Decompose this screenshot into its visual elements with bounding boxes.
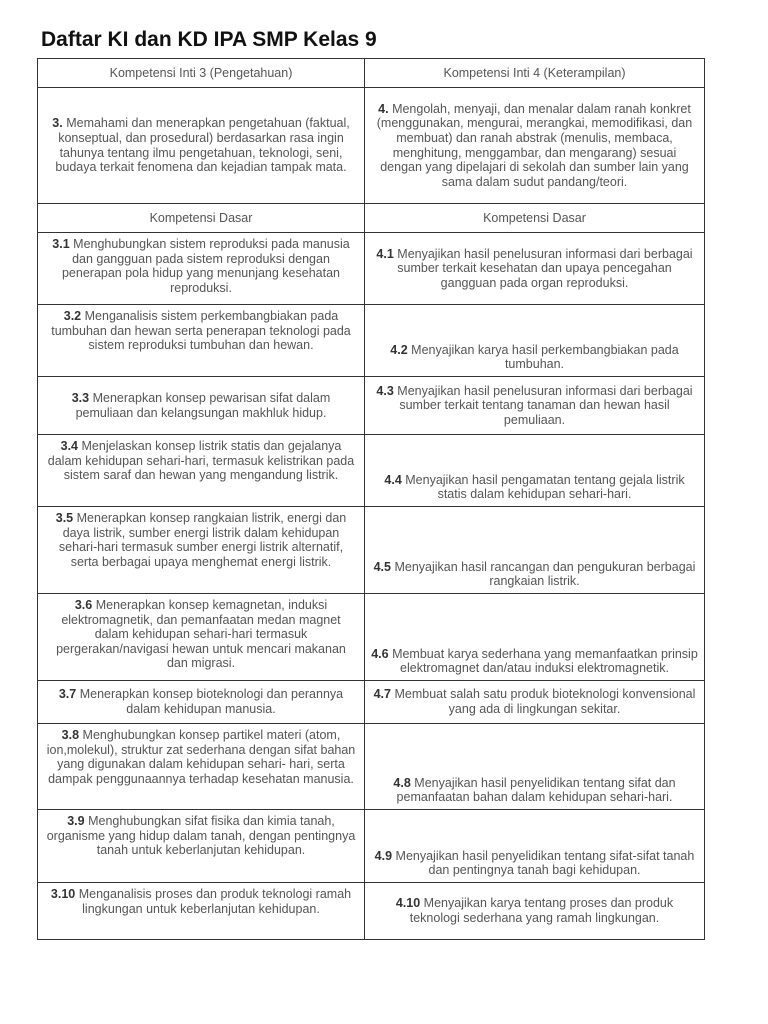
kd4-cell (365, 883, 705, 940)
ki4-text: Mengolah, menyaji, dan menalar dalam ranah konkret (menggunakan, mengurai, merangkai, memodifikasi, dan membuat) dan ranah abstrak (menulis, membaca, menghitung, menggambar, dan mengarang) sesuai dengan yang dipelajari di sekolah dan sumber lain yang sama dalam sudut pandang/teori. (376, 101, 693, 189)
kd4-text: Menyajikan karya hasil perkembangbiakan pada tumbuhan. (411, 342, 679, 372)
kd3-cell (38, 233, 365, 305)
ki4-header: Kompetensi Inti 4 (Keterampilan) (365, 59, 705, 88)
kd-row (38, 681, 705, 724)
kd4-text: Menyajikan hasil pengamatan tentang gejala listrik statis dalam kehidupan sehari-hari. (405, 472, 685, 502)
kd-row (38, 810, 705, 883)
kd4-number: 4.7 (373, 687, 391, 702)
kd3-number: 3.5 (55, 511, 74, 525)
kd-row (38, 724, 705, 810)
kd3-cell (38, 305, 365, 377)
kd3-text: Menganalisis proses dan produk teknologi ramah lingkungan untuk keberlanjutan kehidupan. (78, 887, 352, 916)
kd4-cell (365, 594, 705, 681)
kd4-number: 4.1 (376, 246, 394, 261)
kd3-text: Menerapkan konsep bioteknologi dan perannya dalam kehidupan manusia. (79, 687, 344, 716)
kd3-cell (38, 724, 365, 810)
kd4-text: Menyajikan hasil penelusuran informasi dari berbagai sumber terkait tentang tanaman dan hewan hasil pemuliaan. (397, 383, 693, 427)
kd4-text: Menyajikan hasil penyelidikan tentang sifat dan pemanfaatan bahan dalam kehidupan sehari-hari. (396, 775, 676, 805)
ki3-number: 3. (52, 116, 63, 131)
kd3-cell (38, 435, 365, 507)
ki-kd-table (37, 58, 705, 940)
kd3-number: 3.10 (50, 887, 76, 901)
kd-row (38, 507, 705, 594)
kd3-number: 3.1 (52, 237, 70, 251)
kd4-number: 4.6 (371, 646, 389, 661)
kd4-number: 4.4 (384, 472, 402, 487)
kd4-number: 4.10 (395, 896, 421, 911)
kd3-text: Menghubungkan konsep partikel materi (atom, ion,molekul), struktur zat sederhana dengan sifat bahan yang digunakan dalam kehidupan sehari- hari, serta dampak penggunaannya terhadap kesehatan manusia. (46, 728, 356, 786)
kd3-number: 3.4 (60, 439, 79, 453)
ki3-text: Memahami dan menerapkan pengetahuan (faktual, konseptual, dan prosedural) berdasarkan rasa ingin tahunya tentang ilmu pengetahuan, teknologi, seni, budaya terkait fenomena dan kejadian tampak mata. (55, 116, 350, 175)
kd4-cell (365, 724, 705, 810)
kd3-text: Menghubungkan sistem reproduksi pada manusia dan gangguan pada sistem reproduksi dengan penerapan pola hidup yang menunjang kesehatan reproduksi. (61, 237, 350, 295)
kd3-header: Kompetensi Dasar (38, 204, 365, 233)
kd3-number: 3.8 (61, 728, 80, 742)
kd4-text: Menyajikan hasil penyelidikan tentang sifat-sifat tanah dan pentingnya tanah bagi kehidupan. (395, 848, 695, 878)
kd4-cell (365, 435, 705, 507)
kd3-text: Menerapkan konsep kemagnetan, induksi elektromagnetik, dan pemanfaatan medan magnet dalam kehidupan sehari-hari termasuk pergerakan/navigasi hewan untuk mencari makanan dan migrasi. (56, 598, 346, 671)
kd4-cell (365, 681, 705, 724)
kd3-number: 3.7 (58, 687, 77, 702)
kd4-text: Menyajikan hasil penelusuran informasi dari berbagai sumber terkait kesehatan dan upaya pencegahan gangguan pada organ reproduksi. (397, 246, 693, 290)
kd3-text: Menerapkan konsep pewarisan sifat dalam pemuliaan dan kelangsungan makhluk hidup. (75, 390, 331, 420)
kd4-number: 4.3 (376, 383, 394, 398)
kd4-header: Kompetensi Dasar (365, 204, 705, 233)
kd-row (38, 594, 705, 681)
ki4-number: 4. (378, 101, 389, 116)
kd3-cell (38, 810, 365, 883)
ki-row (38, 88, 705, 204)
kd4-number: 4.8 (393, 775, 411, 790)
kd4-number: 4.2 (390, 342, 408, 357)
kd3-cell (38, 377, 365, 435)
kd4-cell (365, 810, 705, 883)
kd3-text: Menganalisis sistem perkembangbiakan pada tumbuhan dan hewan serta penerapan teknologi pada sistem reproduksi tumbuhan dan hewan. (51, 309, 351, 353)
ki-header-row (38, 59, 705, 88)
kd3-cell (38, 681, 365, 724)
ki3-header: Kompetensi Inti 3 (Pengetahuan) (38, 59, 365, 88)
kd4-text: Membuat salah satu produk bioteknologi konvensional yang ada di lingkungan sekitar. (394, 687, 696, 716)
kd4-cell (365, 507, 705, 594)
kd4-cell (365, 233, 705, 305)
kd4-cell (365, 305, 705, 377)
kd3-number: 3.6 (74, 598, 93, 612)
ki4-cell (365, 88, 705, 204)
kd-row (38, 435, 705, 507)
kd-row (38, 233, 705, 305)
kd3-number: 3.2 (63, 309, 82, 323)
kd-row (38, 305, 705, 377)
page-title: Daftar KI dan KD IPA SMP Kelas 9 (41, 28, 377, 51)
kd3-text: Menjelaskan konsep listrik statis dan gejalanya dalam kehidupan sehari-hari, termasuk kelistrikan pada sistem saraf dan hewan yang mengandung listrik. (47, 439, 355, 483)
kd4-text: Menyajikan karya tentang proses dan produk teknologi sederhana yang ramah lingkungan. (409, 896, 674, 925)
kd-row (38, 883, 705, 940)
kd3-cell (38, 594, 365, 681)
kd4-cell (365, 377, 705, 435)
ki3-cell (38, 88, 365, 204)
kd3-text: Menerapkan konsep rangkaian listrik, energi dan daya listrik, sumber energi listrik dalam kehidupan sehari-hari termasuk sumber energi listrik alternatif, serta berbagai upaya menghemat energi listrik. (58, 511, 347, 569)
kd4-number: 4.9 (374, 848, 393, 863)
kd3-cell (38, 883, 365, 940)
kd-header-row (38, 204, 705, 233)
kd4-text: Membuat karya sederhana yang memanfaatkan prinsip elektromagnet dan/atau induksi elektromagnetik. (392, 646, 698, 676)
kd3-number: 3.3 (71, 390, 90, 405)
kd4-text: Menyajikan hasil rancangan dan pengukuran berbagai rangkaian listrik. (394, 559, 696, 589)
kd3-text: Menghubungkan sifat fisika dan kimia tanah, organisme yang hidup dalam tanah, dengan pentingnya tanah untuk keberlanjutan kehidupan. (46, 814, 356, 858)
kd-row (38, 377, 705, 435)
kd4-number: 4.5 (373, 559, 391, 574)
kd3-number: 3.9 (67, 814, 85, 828)
kd3-cell (38, 507, 365, 594)
